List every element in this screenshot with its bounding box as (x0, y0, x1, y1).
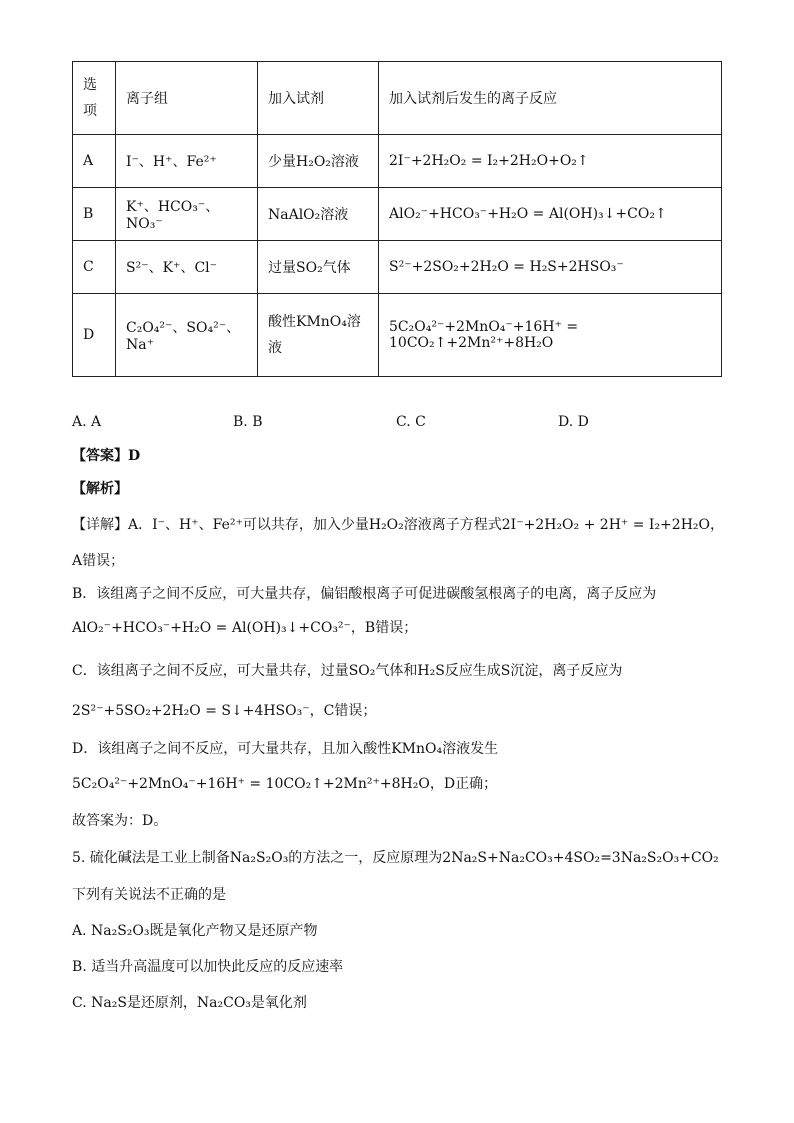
table-header-row (73, 62, 722, 135)
choice-a: A. A (72, 414, 102, 430)
row-reagent-text: 酸性KMnO₄溶 液 (268, 314, 361, 356)
table-row (73, 188, 722, 241)
row-option: D (73, 294, 116, 377)
explanation-line-5: C．该组离子之间不反应，可大量共存，过量SO₂气体和H₂S反应生成S沉淀，离子反应为 (72, 663, 623, 679)
choice-d: D. D (558, 414, 589, 430)
explanation-line-2: A错误； (72, 553, 125, 569)
explanation-line-8: 5C₂O₄²⁻+2MnO₄⁻+16H⁺ = 10CO₂↑+2Mn²⁺+8H₂O，D正确； (72, 776, 498, 792)
row-ions: S²⁻、K⁺、Cl⁻ (116, 241, 258, 294)
row-reagent: NaAlO₂溶液 (258, 188, 379, 241)
table-row (73, 294, 722, 377)
choice-b: B. B (233, 414, 263, 430)
row-reaction: 2I⁻+2H₂O₂ = I₂+2H₂O+O₂↑ (379, 135, 722, 188)
row-reagent: 过量SO₂气体 (258, 241, 379, 294)
explanation-line-7: D．该组离子之间不反应，可大量共存，且加入酸性KMnO₄溶液发生 (72, 741, 499, 757)
header-option (73, 62, 116, 135)
question-5-option-b: B. 适当升高温度可以加快此反应的反应速率 (72, 959, 344, 975)
explanation-line-1: 【详解】A．I⁻、H⁺、Fe²⁺可以共存，加入少量H₂O₂溶液离子方程式2I⁻+2H₂O₂ + 2H⁺ = I₂+2H₂O， (72, 517, 724, 533)
explanation-line-4: AlO₂⁻+HCO₃⁻+H₂O = Al(OH)₃↓+CO₃²⁻，B错误； (72, 620, 418, 636)
row-reaction: S²⁻+2SO₂+2H₂O = H₂S+2HSO₃⁻ (379, 241, 722, 294)
row-ions: K⁺、HCO₃⁻、NO₃⁻ (116, 188, 258, 241)
question-5-option-a: A. Na₂S₂O₃既是氧化产物又是还原产物 (72, 923, 318, 939)
table-row (73, 135, 722, 188)
row-reagent: 少量H₂O₂溶液 (258, 135, 379, 188)
row-option: B (73, 188, 116, 241)
row-option: A (73, 135, 116, 188)
header-option-text: 选 项 (83, 77, 97, 119)
header-ions: 离子组 (116, 62, 258, 135)
row-reaction: 5C₂O₄²⁻+2MnO₄⁻+16H⁺ = 10CO₂↑+2Mn²⁺+8H₂O (379, 294, 722, 377)
header-reagent: 加入试剂 (258, 62, 379, 135)
question-5-prompt: 下列有关说法不正确的是 (72, 887, 226, 903)
row-ions: I⁻、H⁺、Fe²⁺ (116, 135, 258, 188)
header-reaction: 加入试剂后发生的离子反应 (379, 62, 722, 135)
ion-reaction-table (72, 61, 722, 377)
explanation-line-9: 故答案为：D。 (72, 813, 168, 829)
explanation-line-3: B．该组离子之间不反应，可大量共存，偏铝酸根离子可促进碳酸氢根离子的电离，离子反应为 (72, 586, 657, 602)
question-5-option-c: C. Na₂S是还原剂，Na₂CO₃是氧化剂 (72, 995, 307, 1011)
row-option: C (73, 241, 116, 294)
table-row (73, 241, 722, 294)
answer-label: 【答案】D (72, 448, 141, 464)
row-ions: C₂O₄²⁻、SO₄²⁻、Na⁺ (116, 294, 258, 377)
choice-c: C. C (396, 414, 426, 430)
row-reaction: AlO₂⁻+HCO₃⁻+H₂O = Al(OH)₃↓+CO₂↑ (379, 188, 722, 241)
explanation-line-6: 2S²⁻+5SO₂+2H₂O = S↓+4HSO₃⁻，C错误； (72, 703, 377, 719)
analysis-label: 【解析】 (72, 481, 128, 497)
question-5-stem: 5. 硫化碱法是工业上制备Na₂S₂O₃的方法之一，反应原理为2Na₂S+Na₂CO₃+4SO₂=3Na₂S₂O₃+CO₂ (72, 850, 719, 866)
row-reagent (258, 294, 379, 377)
